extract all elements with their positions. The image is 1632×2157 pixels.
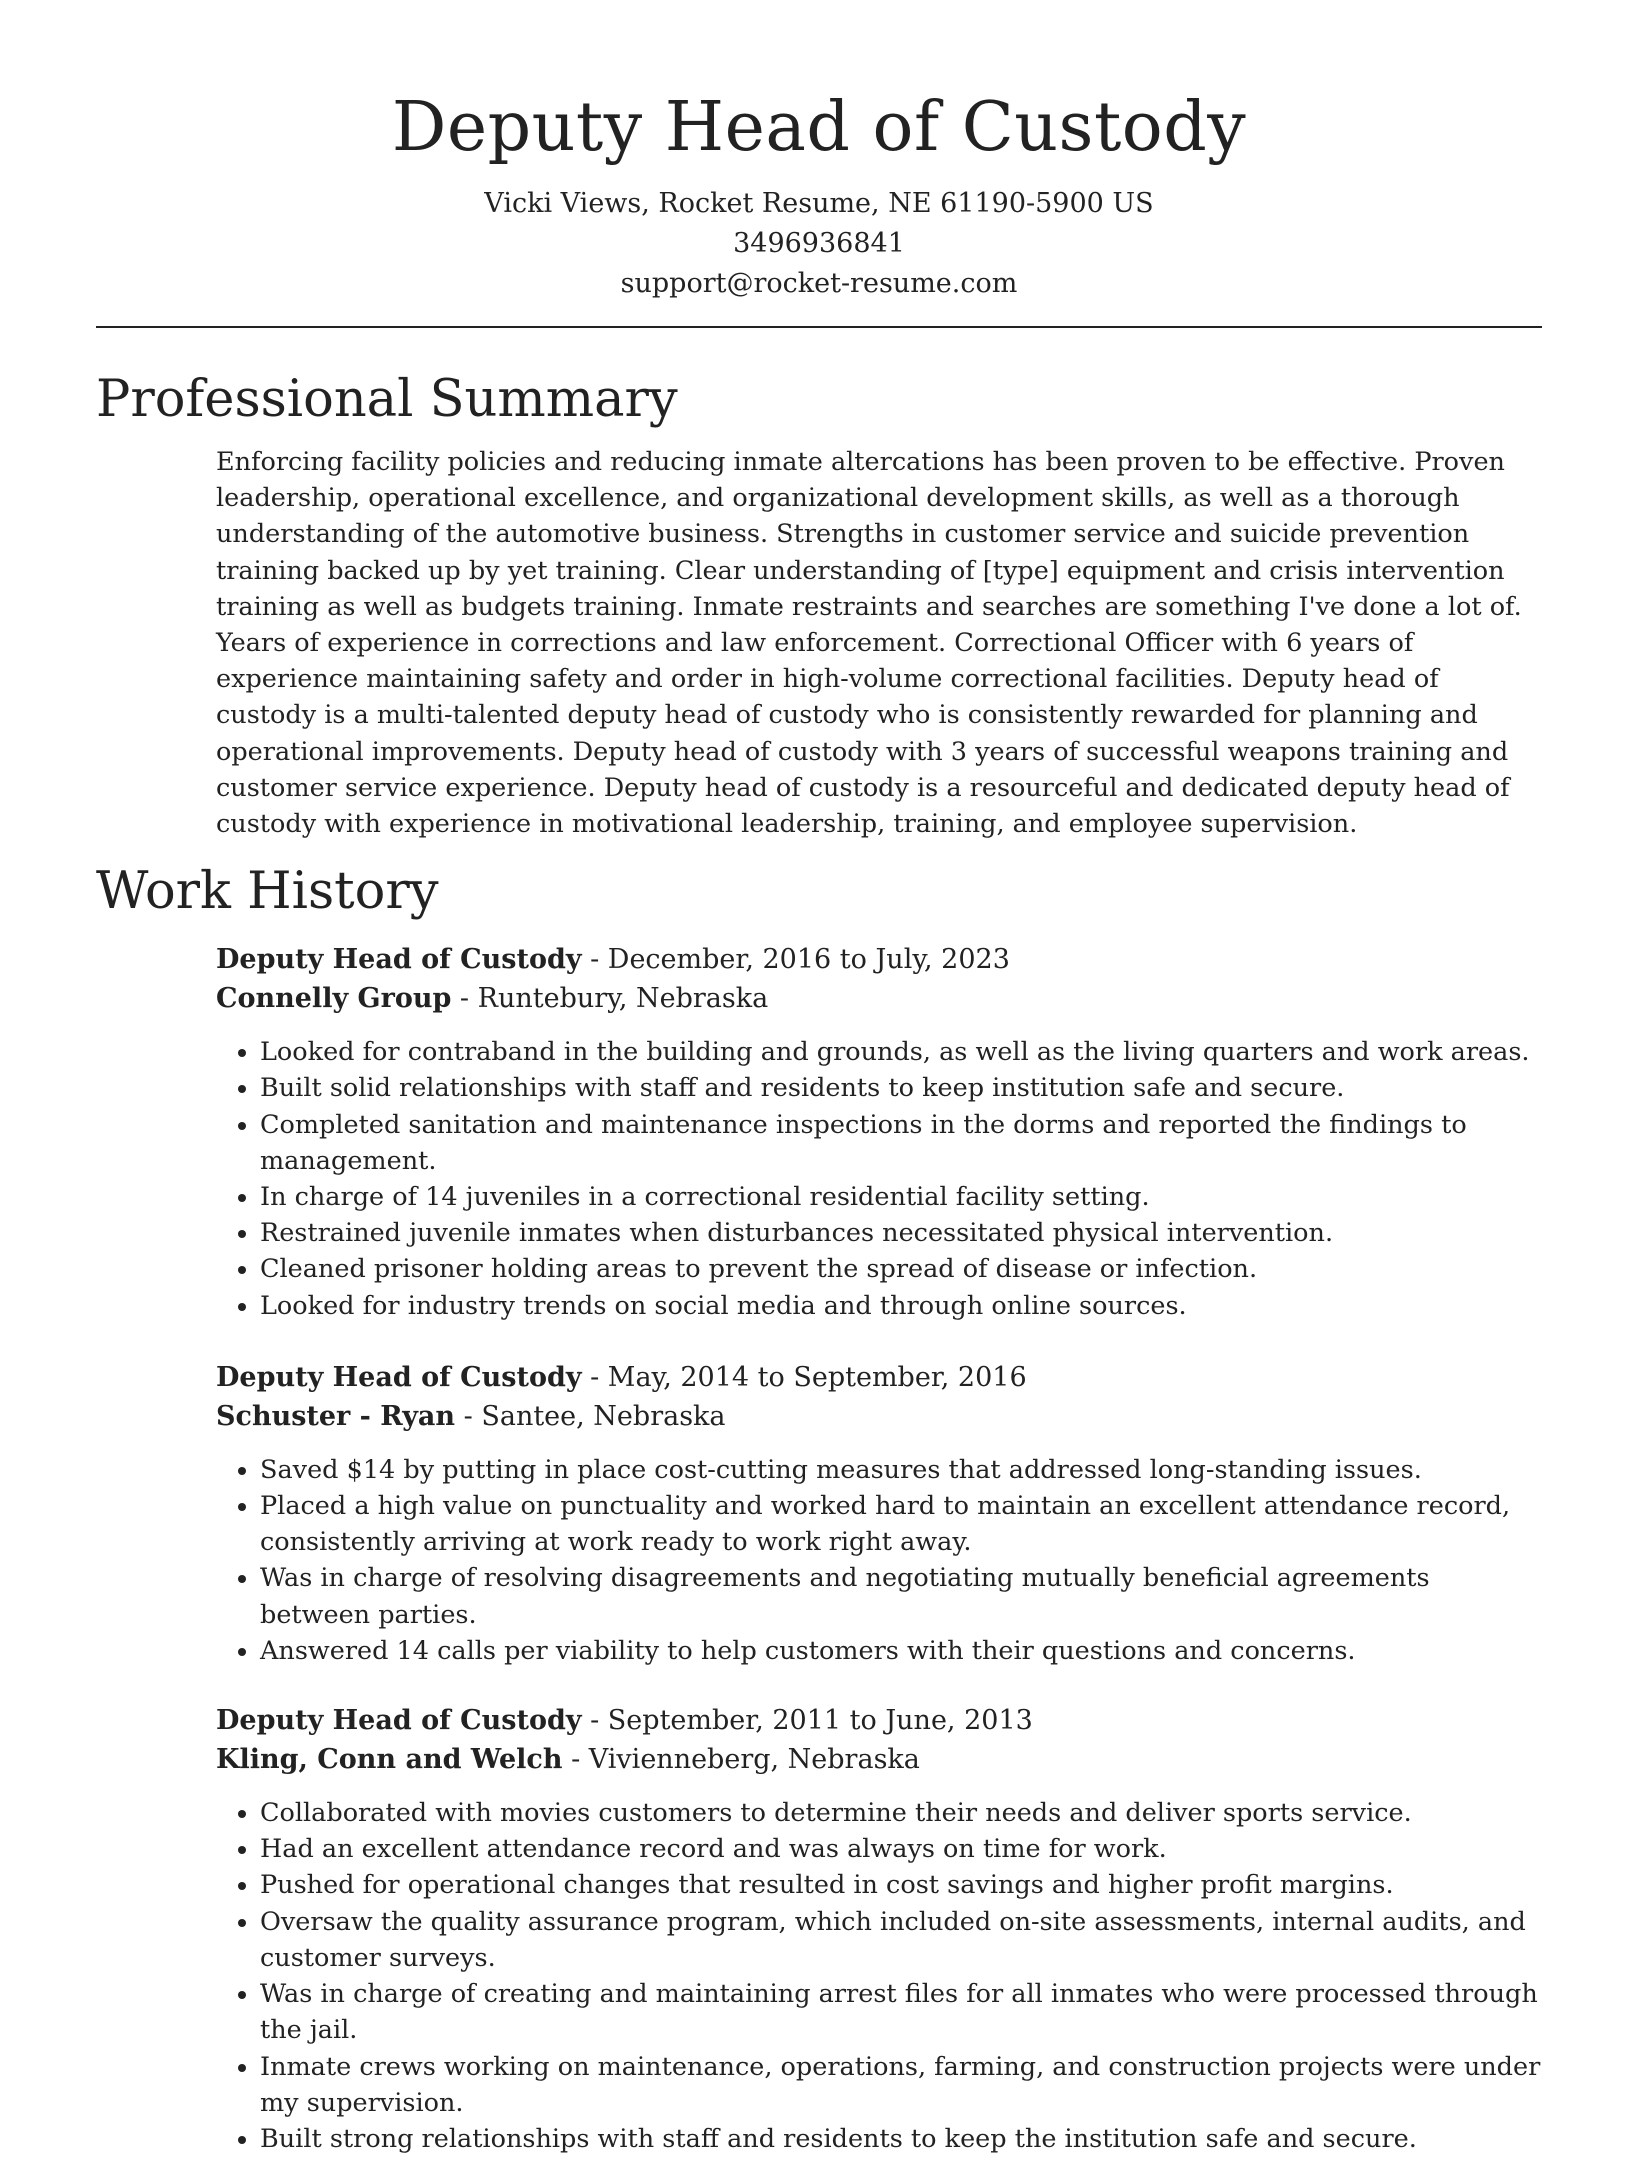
job-bullet-list (216, 1034, 1542, 1324)
work-history-heading: Work History (96, 862, 439, 922)
job-role-line (216, 940, 1542, 979)
job-role: Deputy Head of Custody (216, 1705, 582, 1737)
job-entry (216, 940, 1542, 1324)
job-bullet: • Pushed for operational changes that resulted in cost savings and higher profit margins. (260, 1867, 1542, 1903)
job-bullet: • Was in charge of creating and maintaining arrest files for all inmates who were processed through the jail. (260, 1976, 1542, 2048)
job-entry (216, 1358, 1542, 1669)
summary-heading: Professional Summary (96, 370, 678, 429)
job-bullet: • Cleaned prisoner holding areas to prevent the spread of disease or infection. (260, 1251, 1542, 1287)
job-bullet-list (216, 1452, 1542, 1669)
job-bullet: • Saved $14 by putting in place cost-cutting measures that addressed long-standing issues. (260, 1452, 1542, 1488)
job-bullet: • Built strong relationships with staff and residents to keep the institution safe and secure. (260, 2121, 1542, 2157)
job-dates: - September, 2011 to June, 2013 (581, 1705, 1033, 1737)
job-bullet: • Inmate crews working on maintenance, operations, farming, and construction projects were under my supervision. (260, 2049, 1542, 2121)
job-bullet: • Built solid relationships with staff and residents to keep institution safe and secure. (260, 1070, 1542, 1106)
job-company: Kling, Conn and Welch (216, 1744, 563, 1776)
job-bullet-list (216, 1795, 1542, 2157)
job-company-line (216, 979, 1542, 1018)
job-location: - Runtebury, Nebraska (451, 983, 769, 1015)
job-company: Connelly Group (216, 983, 452, 1015)
job-bullet: • Looked for contraband in the building and grounds, as well as the living quarters and work areas. (260, 1034, 1542, 1070)
job-dates: - December, 2016 to July, 2023 (581, 944, 1010, 976)
job-location: - Vivienneberg, Nebraska (562, 1744, 920, 1776)
contact-email: support@rocket-resume.com (620, 268, 1018, 299)
job-company-line (216, 1740, 1542, 1779)
job-bullet: • Collaborated with movies customers to determine their needs and deliver sports service. (260, 1795, 1542, 1831)
contact-address: Vicki Views, Rocket Resume, NE 61190-5900 US (484, 188, 1154, 219)
resume-page (96, 0, 1542, 2157)
job-role-line (216, 1358, 1542, 1397)
job-bullet: • Was in charge of resolving disagreements and negotiating mutually beneficial agreements between parties. (260, 1560, 1542, 1632)
job-dates: - May, 2014 to September, 2016 (581, 1361, 1027, 1393)
job-bullet: • Restrained juvenile inmates when disturbances necessitated physical intervention. (260, 1215, 1542, 1251)
job-location: - Santee, Nebraska (455, 1400, 726, 1432)
job-bullet: • Placed a high value on punctuality and worked hard to maintain an excellent attendance record, consistently arriving at work ready to work right away. (260, 1488, 1542, 1560)
job-company-line (216, 1397, 1542, 1436)
job-bullet: • Looked for industry trends on social media and through online sources. (260, 1288, 1542, 1324)
contact-phone: 3496936841 (733, 228, 905, 259)
job-bullet: • Answered 14 calls per viability to help customers with their questions and concerns. (260, 1633, 1542, 1669)
candidate-title: Deputy Head of Custody (391, 88, 1247, 167)
job-role-line (216, 1701, 1542, 1740)
resume-header (96, 0, 1542, 304)
job-entry (216, 1701, 1542, 2157)
job-bullet: • Oversaw the quality assurance program, which included on-site assessments, internal audits, and customer surveys. (260, 1904, 1542, 1976)
header-divider (96, 326, 1542, 328)
summary-text: Enforcing facility policies and reducing inmate altercations has been proven to be effective. Proven leadership, operational excellence, and organizational development skills, as well as a thorough understanding of the automotive business. Strengths in customer service and suicide prevention training backed up by yet training. Clear understanding of [type] equipment and crisis intervention training as well as budgets training. Inmate restraints and searches are something I've done a lot of. Years of experience in corrections and law enforcement. Correctional Officer with 6 years of experience maintaining safety and order in high-volume correctional facilities. Deputy head of custody is a multi-talented deputy head of custody who is consistently rewarded for planning and operational improvements. Deputy head of custody with 3 years of successful weapons training and customer service experience. Deputy head of custody is a resourceful and dedicated deputy head of custody with experience in motivational leadership, training, and employee supervision. (216, 447, 1522, 840)
contact-block (96, 184, 1542, 304)
job-role: Deputy Head of Custody (216, 944, 582, 976)
job-bullet: • Completed sanitation and maintenance inspections in the dorms and reported the findings to management. (260, 1107, 1542, 1179)
job-company: Schuster - Ryan (216, 1400, 456, 1432)
job-bullet: • In charge of 14 juveniles in a correctional residential facility setting. (260, 1179, 1542, 1215)
job-bullet: • Had an excellent attendance record and was always on time for work. (260, 1831, 1542, 1867)
job-role: Deputy Head of Custody (216, 1361, 582, 1393)
